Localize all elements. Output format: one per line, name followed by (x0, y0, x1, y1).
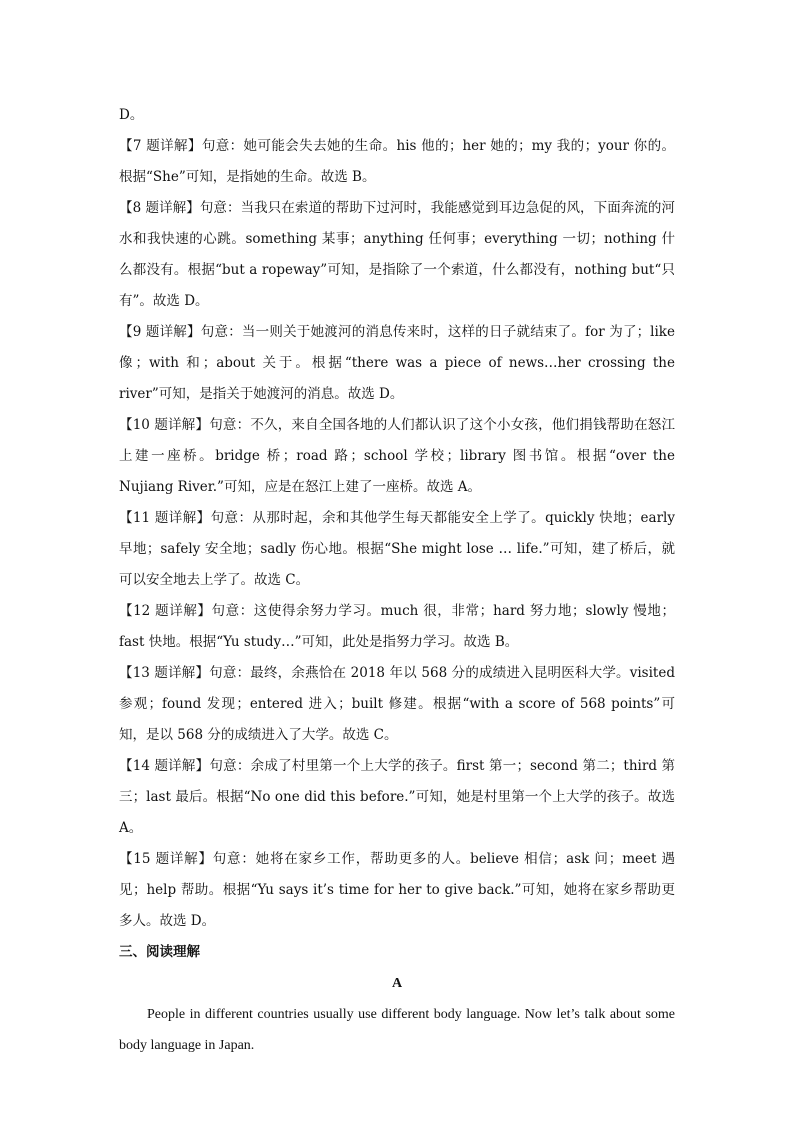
section-heading: 三、阅读理解 (119, 944, 200, 960)
explanation-9 (119, 317, 675, 410)
explanation-7 (119, 131, 675, 193)
explanation-12 (119, 596, 675, 658)
explanation-text: 句意：不久，来自全国各地的人们都认识了这个小女孩，他们捐钱帮助在怒江上建一座桥。bridge 桥；road 路；school 学校；library 图书馆。根据“over the Nujiang River.”可知，应是在怒江上建了一座桥。故选 A。 (119, 417, 675, 495)
explanation-10 (119, 410, 675, 503)
explanation-label: 【13 题详解】 (119, 665, 210, 681)
explanation-label: 【14 题详解】 (119, 758, 210, 774)
explanation-15 (119, 844, 675, 937)
explanation-label: 【11 题详解】 (119, 510, 211, 526)
explanation-text: 句意：这使得余努力学习。much 很，非常；hard 努力地；slowly 慢地；fast 快地。根据“Yu study…”可知，此处是指努力学习。故选 B。 (119, 603, 675, 650)
lead-text: D。 (119, 107, 144, 123)
explanation-label: 【8 题详解】 (119, 200, 200, 216)
explanation-label: 【10 题详解】 (119, 417, 210, 433)
explanation-label: 【12 题详解】 (119, 603, 212, 619)
explanation-text: 句意：她可能会失去她的生命。his 他的；her 她的；my 我的；your 你的。根据“She”可知，是指她的生命。故选 B。 (119, 138, 675, 185)
explanation-13 (119, 658, 675, 751)
explanation-text: 句意：当一则关于她渡河的消息传来时，这样的日子就结束了。for 为了；like 像；with 和；about 关于。根据“there was a piece of news…her crossing the river”可知，是指关于她渡河的消息。故选 D。 (119, 324, 675, 402)
passage-title: A (391, 976, 403, 991)
explanation-8 (119, 193, 675, 317)
explanation-text: 句意：她将在家乡工作，帮助更多的人。believe 相信；ask 问；meet 遇见；help 帮助。根据“Yu says it’s time for her to give back.”可知，她将在家乡帮助更多人。故选 D。 (119, 851, 675, 929)
explanation-11 (119, 503, 675, 596)
explanation-14 (119, 751, 675, 844)
explanation-label: 【15 题详解】 (119, 851, 213, 867)
explanation-text: 句意：从那时起，余和其他学生每天都能安全上学了。quickly 快地；early 早地；safely 安全地；sadly 伤心地。根据“She might lose … life.”可知，建了桥后，就可以安全地去上学了。故选 C。 (119, 510, 675, 588)
explanation-label: 【7 题详解】 (119, 138, 202, 154)
passage-text: People in different countries usually use different body language. Now let’s talk about some body language in Japan. (119, 1007, 675, 1053)
explanation-text: 句意：最终，余燕恰在 2018 年以 568 分的成绩进入昆明医科大学。visited 参观；found 发现；entered 进入；built 修建。根据“with a score of 568 points”可知，是以 568 分的成绩进入了大学。故选 C。 (119, 665, 675, 743)
document-content (119, 100, 675, 1061)
explanation-label: 【9 题详解】 (119, 324, 201, 340)
explanation-text: 句意：当我只在索道的帮助下过河时，我能感觉到耳边急促的风，下面奔流的河水和我快速的心跳。something 某事；anything 任何事；everything 一切；nothing 什么都没有。根据“but a ropeway”可知，是指除了一个索道，什么都没有，nothing but“只有”。故选 D。 (119, 200, 676, 309)
explanation-text: 句意：余成了村里第一个上大学的孩子。first 第一；second 第二；third 第三；last 最后。根据“No one did this before.”可知，她是村里第一个上大学的孩子。故选 A。 (119, 758, 675, 836)
